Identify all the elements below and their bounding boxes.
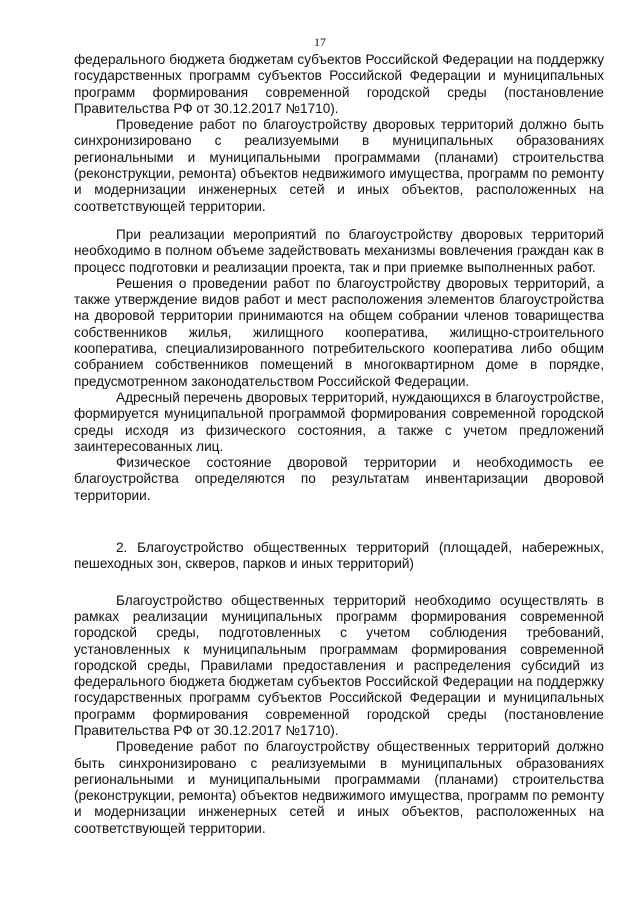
paragraph-address-list: Адресный перечень дворовых территорий, нуждающихся в благоустройстве, формируется муниципальной программой формирования современной городской среды исходя из физического состояния, а также с учетом предложений заинтересованных лиц. xyxy=(74,389,604,454)
paragraph-public-synchronization: Проведение работ по благоустройству общественных территорий должно быть синхронизировано с реализуемыми в муниципальных образованиях региональными и муниципальными программами (планами) строительства (реконструкции, ремонта) объектов недвижимого имущества, программ по ремонту и модернизации инженерных сетей и иных объектов, расположенных на соответствующей территории. xyxy=(74,739,604,836)
page-number: 17 xyxy=(314,35,326,49)
paragraph-general-meeting: Решения о проведении работ по благоустройству дворовых территорий, а также утверждение видов работ и мест расположения элементов благоустройства на дворовой территории принимаются на общем собрании членов товарищества собственников жилья, жилищного кооператива, жилищно-строительного кооператива, специализированного потребительского кооператива либо общим собранием собственников помещений в многоквартирном доме в порядке, предусмотренном законодательством Российской Федерации. xyxy=(74,275,604,389)
paragraph-physical-condition: Физическое состояние дворовой территории и необходимость ее благоустройства определяются по результатам инвентаризации дворовой территории. xyxy=(74,455,604,503)
paragraph-public-territories: Благоустройство общественных территорий необходимо осуществлять в рамках реализации муниципальных программ формирования современной городской среды, подготовленных с учетом соблюдения требований, установленных к муниципальным программам формирования современной городской среды, Правилами предоставления и распределения субсидий из федерального бюджета бюджетам субъектов Российской Федерации на поддержку государственных программ субъектов Российской Федерации и муниципальных программ формирования современной городской среды (постановление Правительства РФ от 30.12.2017 №1710). xyxy=(74,592,604,738)
paragraph-citizen-involvement: При реализации мероприятий по благоустройству дворовых территорий необходимо в полном объеме задействовать механизмы вовлечения граждан как в процесс подготовки и реализации проекта, так и при приемке выполненных работ. xyxy=(74,226,604,275)
document-body xyxy=(74,52,604,837)
paragraph-continuation: федерального бюджета бюджетам субъектов Российской Федерации на поддержку государственных программ субъектов Российской Федерации и муниципальных программ формирования современной городской среды (постановление Правительства РФ от 30.12.2017 №1710). xyxy=(74,52,604,116)
paragraph-synchronization: Проведение работ по благоустройству дворовых территорий должно быть синхронизировано с реализуемыми в муниципальных образованиях региональными и муниципальными программами (планами) строительства (реконструкции, ремонта) объектов недвижимого имущества, программ по ремонту и модернизации инженерных сетей и иных объектов, расположенных на соответствующей территории. xyxy=(74,117,604,214)
section-heading: 2. Благоустройство общественных территорий (площадей, набережных, пешеходных зон, скверов, парков и иных территорий) xyxy=(74,540,604,572)
